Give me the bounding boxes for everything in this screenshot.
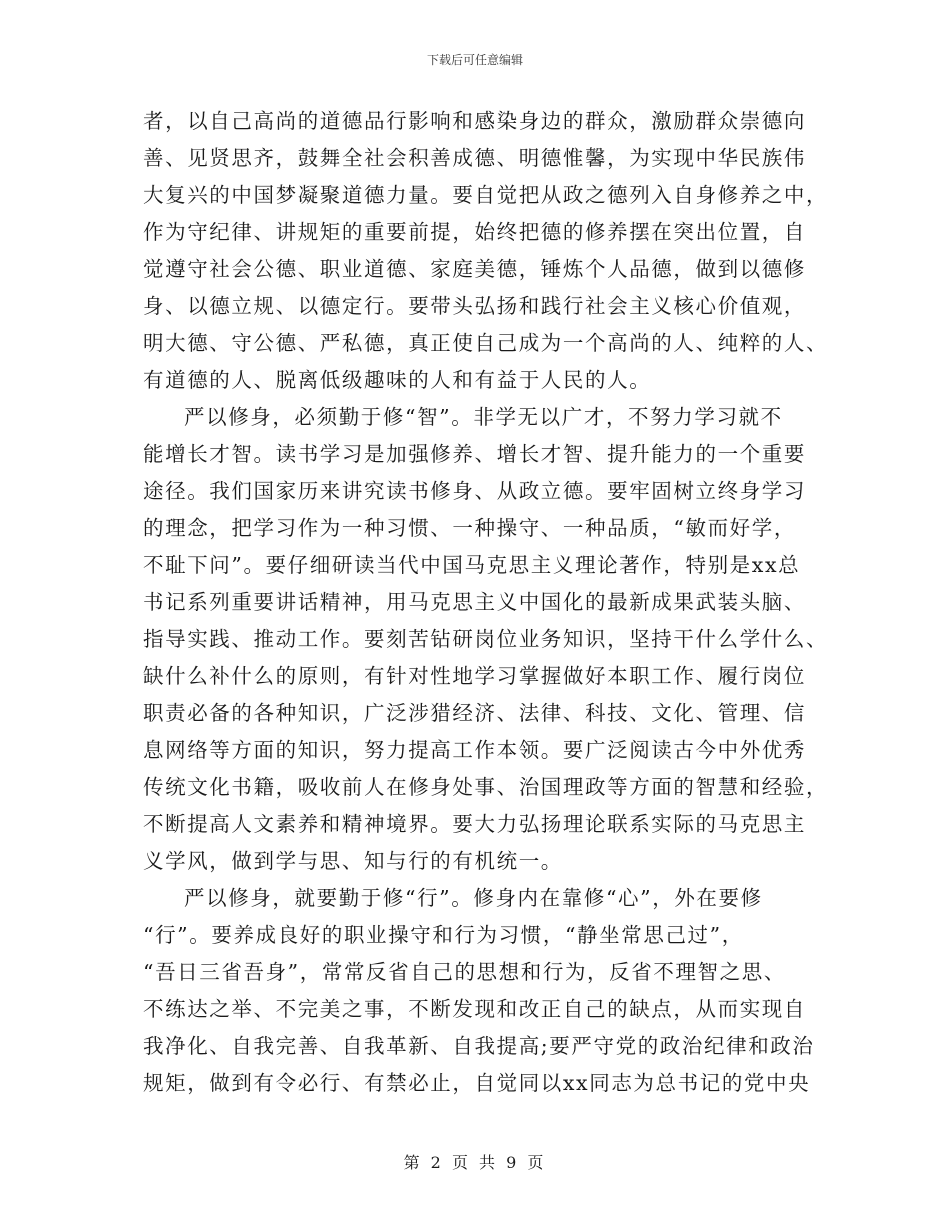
text-line: 作为守纪律、讲规矩的重要前提，始终把德的修养摆在突出位置，自 — [143, 220, 806, 244]
text-line: 缺什么补什么的原则，有针对性地学习掌握做好本职工作、履行岗位 — [143, 664, 806, 688]
text-line: 义学风，做到学与思、知与行的有机统一。 — [143, 849, 563, 873]
text-line: 息网络等方面的知识，努力提高工作本领。要广泛阅读古今中外优秀 — [143, 738, 806, 762]
text-line: 指导实践、推动工作。要刻苦钻研岗位业务知识，坚持干什么学什么、 — [143, 627, 829, 651]
text-line: 规矩，做到有令必行、有禁必止，自觉同以xx同志为总书记的党中央 — [143, 1071, 811, 1095]
text-line: 者，以自己高尚的道德品行影响和感染身边的群众，激励群众崇德向 — [143, 109, 806, 133]
text-line: 书记系列重要讲话精神，用马克思主义中国化的最新成果武装头脑、 — [143, 590, 806, 614]
text-line: 传统文化书籍，吸收前人在修身处事、治国理政等方面的智慧和经验， — [143, 775, 829, 799]
text-line: 能增长才智。读书学习是加强修养、增长才智、提升能力的一个重要 — [143, 442, 806, 466]
text-line: 明大德、守公德、严私德，真正使自己成为一个高尚的人、纯粹的人、 — [143, 331, 829, 355]
text-line: 的理念，把学习作为一种习惯、一种操守、一种品质，“敏而好学， — [143, 516, 796, 540]
paragraph-start-line: 严以修身，必须勤于修“智”。非学无以广才，不努力学习就不 — [184, 405, 783, 429]
text-line: 善、见贤思齐，鼓舞全社会积善成德、明德惟馨，为实现中华民族伟 — [143, 146, 806, 170]
page-header: 下载后可任意编辑 — [426, 53, 523, 67]
page-number-footer: 第 2 页 共 9 页 — [403, 1153, 547, 1172]
paragraph-start-line: 严以修身，就要勤于修“行”。修身内在靠修“心”，外在要修 — [184, 886, 763, 910]
document-body — [143, 103, 829, 1102]
text-line: 途径。我们国家历来讲究读书修身、从政立德。要牢固树立终身学习 — [143, 479, 806, 503]
text-line: 觉遵守社会公德、职业道德、家庭美德，锤炼个人品德，做到以德修 — [143, 257, 806, 281]
text-line: 身、以德立规、以德定行。要带头弘扬和践行社会主义核心价值观， — [143, 294, 806, 318]
text-line: 大复兴的中国梦凝聚道德力量。要自觉把从政之德列入自身修养之中， — [143, 183, 829, 207]
text-line: 有道德的人、脱离低级趣味的人和有益于人民的人。 — [143, 368, 652, 392]
text-line: 职责必备的各种知识，广泛涉猎经济、法律、科技、文化、管理、信 — [143, 701, 806, 725]
text-line: 不断提高人文素养和精神境界。要大力弘扬理论联系实际的马克思主 — [143, 812, 806, 836]
text-line: “吾日三省吾身”，常常反省自己的思想和行为，反省不理智之思、 — [143, 960, 786, 984]
text-line: 不练达之举、不完美之事，不断发现和改正自己的缺点，从而实现自 — [143, 997, 806, 1021]
text-line: 我净化、自我完善、自我革新、自我提高;要严守党的政治纪律和政治 — [143, 1034, 815, 1058]
text-line: “行”。要养成良好的职业操守和行为习惯，“静坐常思己过”， — [143, 923, 744, 947]
text-line: 不耻下问”。要仔细研读当代中国马克思主义理论著作，特别是xx总 — [143, 553, 801, 577]
